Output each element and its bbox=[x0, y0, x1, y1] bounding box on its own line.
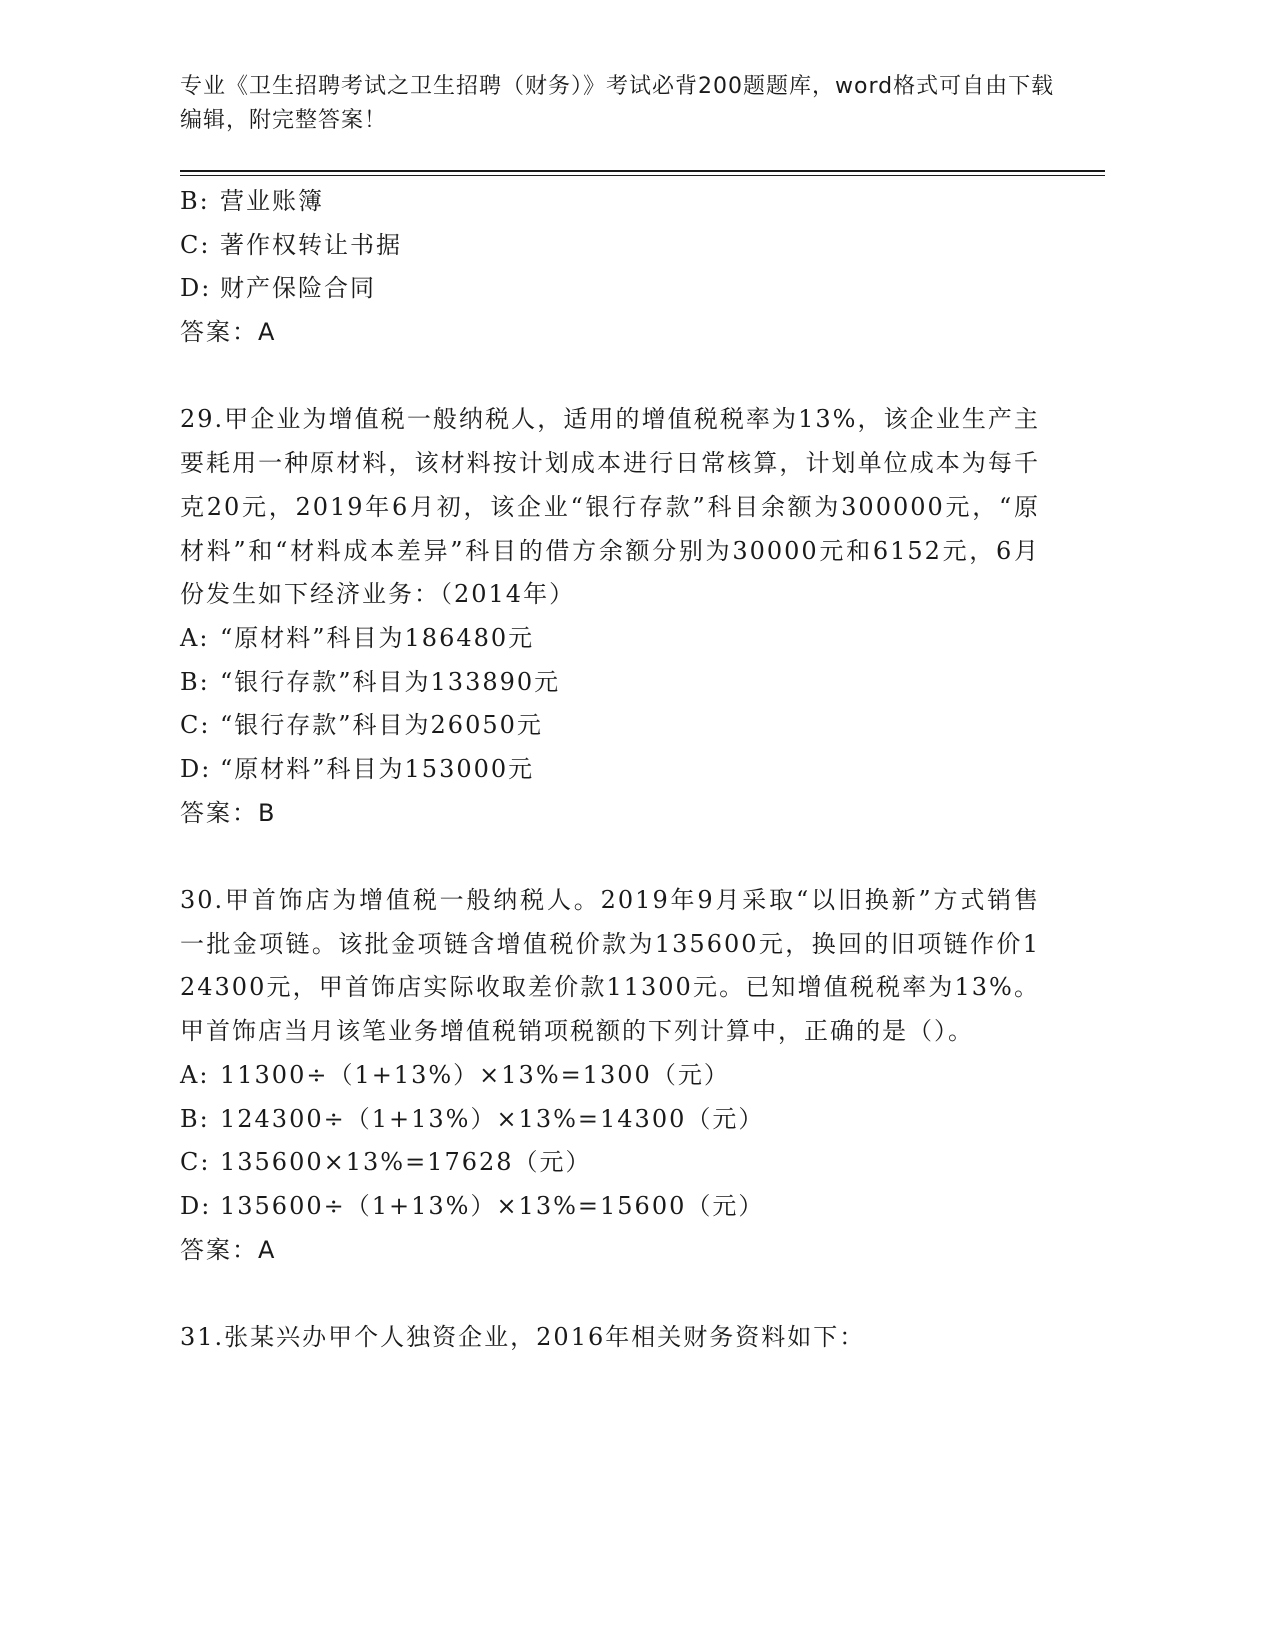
option-letter: D: bbox=[180, 1191, 212, 1220]
option-text: “银行存款”科目为26050元 bbox=[220, 711, 543, 740]
option-text: 财产保险合同 bbox=[220, 274, 376, 303]
option-letter: C: bbox=[180, 230, 211, 259]
option-text: 135600÷（1+13%）×13%=15600（元） bbox=[220, 1191, 765, 1220]
spacer bbox=[180, 835, 1040, 879]
answer-line: 答案：A bbox=[180, 1235, 277, 1264]
partial-question bbox=[180, 180, 1040, 355]
option-letter: B: bbox=[180, 1104, 210, 1133]
document-header: 专业《卫生招聘考试之卫生招聘（财务）》考试必背200题题库，word格式可自由下载编辑，附完整答案！ bbox=[180, 74, 1055, 133]
option-letter: B: bbox=[180, 667, 210, 696]
option-c bbox=[180, 224, 1040, 268]
spacer bbox=[180, 355, 1040, 399]
option-letter: A: bbox=[180, 1060, 210, 1089]
option-letter: A: bbox=[180, 623, 210, 652]
option-text: “银行存款”科目为133890元 bbox=[220, 667, 561, 696]
spacer bbox=[180, 1272, 1040, 1316]
option-letter: C: bbox=[180, 1148, 211, 1177]
option-text: 著作权转让书据 bbox=[220, 230, 402, 259]
option-b bbox=[180, 1098, 1040, 1142]
option-text: 124300÷（1+13%）×13%=14300（元） bbox=[220, 1104, 765, 1133]
option-d bbox=[180, 748, 1040, 792]
question-stem: 29.甲企业为增值税一般纳税人，适用的增值税税率为13%，该企业生产主要耗用一种原材料，该材料按计划成本进行日常核算，计划单位成本为每千克20元，2019年6月初，该企业“银行存款”科目余额为300000元，“原材料”和“材料成本差异”科目的借方余额分别为30000元和6152元，6月份发生如下经济业务：（2014年） bbox=[180, 405, 1040, 609]
question-stem: 30.甲首饰店为增值税一般纳税人。2019年9月采取“以旧换新”方式销售一批金项链。该批金项链含增值税价款为135600元，换回的旧项链作价124300元，甲首饰店实际收取差价款11300元。已知增值税税率为13%。甲首饰店当月该笔业务增值税销项税额的下列计算中，正确的是（）。 bbox=[180, 886, 1040, 1046]
option-text: “原材料”科目为186480元 bbox=[220, 623, 535, 652]
option-letter: B: bbox=[180, 187, 210, 215]
question-31 bbox=[180, 1316, 1040, 1360]
option-a bbox=[180, 617, 1040, 661]
option-b bbox=[180, 661, 1040, 705]
option-text: 营业账簿 bbox=[220, 187, 324, 215]
option-b bbox=[180, 180, 1040, 224]
answer-line: 答案：B bbox=[180, 798, 277, 827]
option-d bbox=[180, 1185, 1040, 1229]
option-a bbox=[180, 1054, 1040, 1098]
option-d bbox=[180, 267, 1040, 311]
option-c bbox=[180, 704, 1040, 748]
question-29 bbox=[180, 398, 1040, 835]
option-letter: C: bbox=[180, 711, 211, 740]
header-divider-thick bbox=[180, 170, 1105, 172]
option-text: 135600×13%=17628（元） bbox=[220, 1148, 592, 1177]
question-stem: 31.张某兴办甲个人独资企业，2016年相关财务资料如下： bbox=[180, 1323, 866, 1352]
option-c bbox=[180, 1141, 1040, 1185]
option-text: 11300÷（1+13%）×13%=1300（元） bbox=[220, 1060, 730, 1089]
answer-line: 答案：A bbox=[180, 318, 277, 347]
option-letter: D: bbox=[180, 274, 212, 303]
header-divider-thin bbox=[180, 175, 1105, 176]
option-letter: D: bbox=[180, 755, 212, 784]
question-30 bbox=[180, 879, 1040, 1272]
question-content bbox=[180, 180, 1040, 1360]
option-text: “原材料”科目为153000元 bbox=[220, 755, 535, 784]
